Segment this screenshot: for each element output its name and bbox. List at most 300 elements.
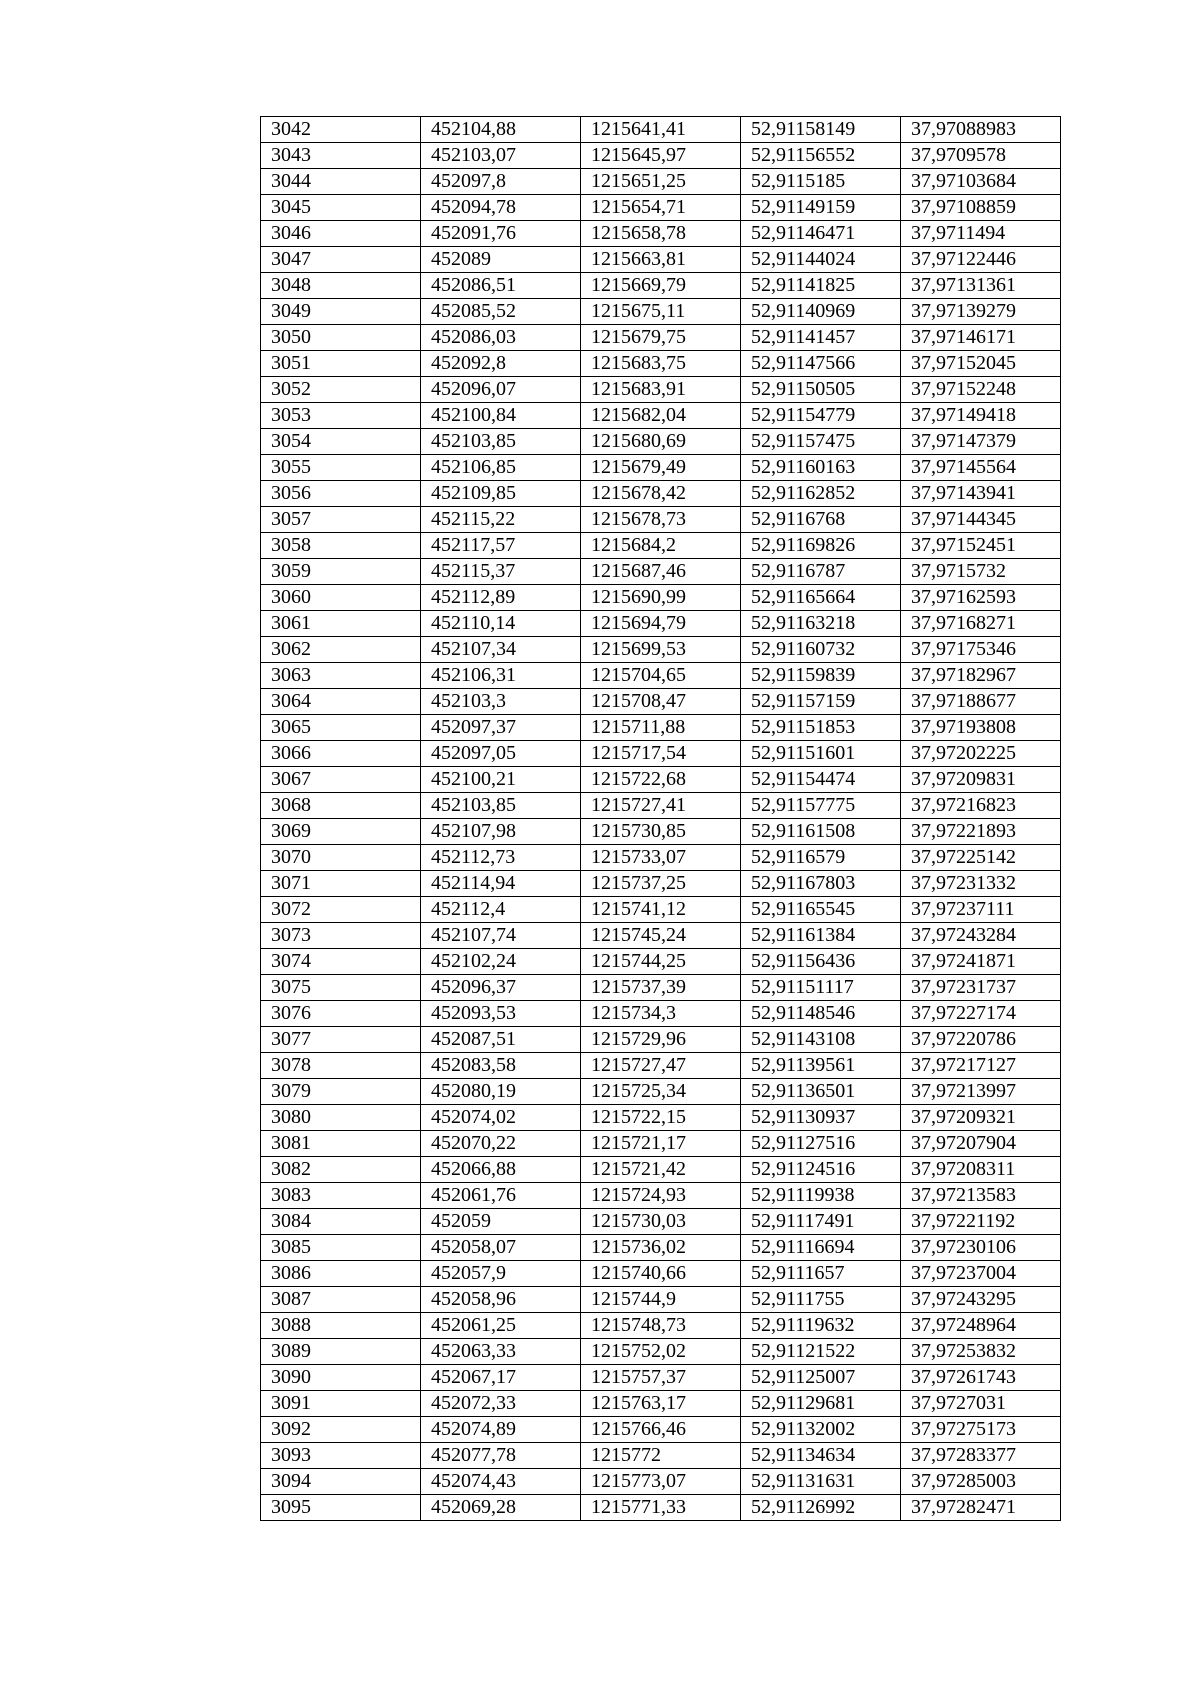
table-row: [261, 1365, 1061, 1391]
table-row: [261, 1391, 1061, 1417]
point-number-cell: 3067: [261, 767, 421, 793]
x-coordinate-cell: 452100,21: [421, 767, 581, 793]
x-coordinate-cell: 452106,31: [421, 663, 581, 689]
longitude-cell: 37,97237004: [901, 1261, 1061, 1287]
latitude-cell: 52,91134634: [741, 1443, 901, 1469]
x-coordinate-cell: 452109,85: [421, 481, 581, 507]
longitude-cell: 37,97221893: [901, 819, 1061, 845]
longitude-cell: 37,97220786: [901, 1027, 1061, 1053]
x-coordinate-cell: 452087,51: [421, 1027, 581, 1053]
x-coordinate-cell: 452112,89: [421, 585, 581, 611]
y-coordinate-cell: 1215730,03: [581, 1209, 741, 1235]
longitude-cell: 37,97188677: [901, 689, 1061, 715]
longitude-cell: 37,9709578: [901, 143, 1061, 169]
point-number-cell: 3087: [261, 1287, 421, 1313]
latitude-cell: 52,91146471: [741, 221, 901, 247]
latitude-cell: 52,91157159: [741, 689, 901, 715]
point-number-cell: 3047: [261, 247, 421, 273]
longitude-cell: 37,97241871: [901, 949, 1061, 975]
point-number-cell: 3065: [261, 715, 421, 741]
table-row: [261, 1417, 1061, 1443]
table-row: [261, 169, 1061, 195]
x-coordinate-cell: 452066,88: [421, 1157, 581, 1183]
longitude-cell: 37,97225142: [901, 845, 1061, 871]
point-number-cell: 3084: [261, 1209, 421, 1235]
point-number-cell: 3070: [261, 845, 421, 871]
latitude-cell: 52,91144024: [741, 247, 901, 273]
table-row: [261, 1131, 1061, 1157]
latitude-cell: 52,9116768: [741, 507, 901, 533]
latitude-cell: 52,91130937: [741, 1105, 901, 1131]
longitude-cell: 37,97208311: [901, 1157, 1061, 1183]
point-number-cell: 3066: [261, 741, 421, 767]
longitude-cell: 37,97282471: [901, 1495, 1061, 1521]
y-coordinate-cell: 1215690,99: [581, 585, 741, 611]
table-row: [261, 975, 1061, 1001]
point-number-cell: 3046: [261, 221, 421, 247]
x-coordinate-cell: 452117,57: [421, 533, 581, 559]
x-coordinate-cell: 452110,14: [421, 611, 581, 637]
x-coordinate-cell: 452102,24: [421, 949, 581, 975]
x-coordinate-cell: 452063,33: [421, 1339, 581, 1365]
latitude-cell: 52,91165545: [741, 897, 901, 923]
x-coordinate-cell: 452061,25: [421, 1313, 581, 1339]
x-coordinate-cell: 452080,19: [421, 1079, 581, 1105]
y-coordinate-cell: 1215745,24: [581, 923, 741, 949]
longitude-cell: 37,97152045: [901, 351, 1061, 377]
x-coordinate-cell: 452104,88: [421, 117, 581, 143]
latitude-cell: 52,91163218: [741, 611, 901, 637]
y-coordinate-cell: 1215737,25: [581, 871, 741, 897]
y-coordinate-cell: 1215708,47: [581, 689, 741, 715]
y-coordinate-cell: 1215675,11: [581, 299, 741, 325]
x-coordinate-cell: 452091,76: [421, 221, 581, 247]
y-coordinate-cell: 1215678,73: [581, 507, 741, 533]
point-number-cell: 3076: [261, 1001, 421, 1027]
point-number-cell: 3043: [261, 143, 421, 169]
longitude-cell: 37,97145564: [901, 455, 1061, 481]
y-coordinate-cell: 1215641,41: [581, 117, 741, 143]
y-coordinate-cell: 1215730,85: [581, 819, 741, 845]
point-number-cell: 3059: [261, 559, 421, 585]
longitude-cell: 37,97231737: [901, 975, 1061, 1001]
table-row: [261, 1339, 1061, 1365]
y-coordinate-cell: 1215654,71: [581, 195, 741, 221]
latitude-cell: 52,9116787: [741, 559, 901, 585]
point-number-cell: 3063: [261, 663, 421, 689]
x-coordinate-cell: 452103,07: [421, 143, 581, 169]
latitude-cell: 52,91131631: [741, 1469, 901, 1495]
x-coordinate-cell: 452103,3: [421, 689, 581, 715]
x-coordinate-cell: 452077,78: [421, 1443, 581, 1469]
x-coordinate-cell: 452069,28: [421, 1495, 581, 1521]
y-coordinate-cell: 1215679,49: [581, 455, 741, 481]
y-coordinate-cell: 1215727,47: [581, 1053, 741, 1079]
coordinates-table: [260, 116, 1061, 1521]
y-coordinate-cell: 1215658,78: [581, 221, 741, 247]
longitude-cell: 37,97182967: [901, 663, 1061, 689]
table-row: [261, 1079, 1061, 1105]
y-coordinate-cell: 1215727,41: [581, 793, 741, 819]
table-row: [261, 1157, 1061, 1183]
longitude-cell: 37,97285003: [901, 1469, 1061, 1495]
latitude-cell: 52,91119632: [741, 1313, 901, 1339]
table-row: [261, 897, 1061, 923]
table-row: [261, 1313, 1061, 1339]
point-number-cell: 3051: [261, 351, 421, 377]
x-coordinate-cell: 452096,07: [421, 377, 581, 403]
x-coordinate-cell: 452103,85: [421, 793, 581, 819]
table-row: [261, 1469, 1061, 1495]
longitude-cell: 37,97217127: [901, 1053, 1061, 1079]
longitude-cell: 37,97149418: [901, 403, 1061, 429]
table-row: [261, 299, 1061, 325]
latitude-cell: 52,91154474: [741, 767, 901, 793]
y-coordinate-cell: 1215748,73: [581, 1313, 741, 1339]
y-coordinate-cell: 1215744,9: [581, 1287, 741, 1313]
latitude-cell: 52,91154779: [741, 403, 901, 429]
table-row: [261, 637, 1061, 663]
table-row: [261, 871, 1061, 897]
y-coordinate-cell: 1215683,91: [581, 377, 741, 403]
latitude-cell: 52,91157475: [741, 429, 901, 455]
latitude-cell: 52,91126992: [741, 1495, 901, 1521]
latitude-cell: 52,91119938: [741, 1183, 901, 1209]
x-coordinate-cell: 452096,37: [421, 975, 581, 1001]
latitude-cell: 52,9111657: [741, 1261, 901, 1287]
table-row: [261, 793, 1061, 819]
y-coordinate-cell: 1215744,25: [581, 949, 741, 975]
point-number-cell: 3080: [261, 1105, 421, 1131]
point-number-cell: 3069: [261, 819, 421, 845]
point-number-cell: 3048: [261, 273, 421, 299]
point-number-cell: 3068: [261, 793, 421, 819]
y-coordinate-cell: 1215687,46: [581, 559, 741, 585]
table-row: [261, 923, 1061, 949]
latitude-cell: 52,91151601: [741, 741, 901, 767]
longitude-cell: 37,97143941: [901, 481, 1061, 507]
longitude-cell: 37,97231332: [901, 871, 1061, 897]
x-coordinate-cell: 452115,22: [421, 507, 581, 533]
point-number-cell: 3078: [261, 1053, 421, 1079]
x-coordinate-cell: 452072,33: [421, 1391, 581, 1417]
x-coordinate-cell: 452086,51: [421, 273, 581, 299]
latitude-cell: 52,91141825: [741, 273, 901, 299]
longitude-cell: 37,97209321: [901, 1105, 1061, 1131]
x-coordinate-cell: 452067,17: [421, 1365, 581, 1391]
point-number-cell: 3093: [261, 1443, 421, 1469]
y-coordinate-cell: 1215721,42: [581, 1157, 741, 1183]
longitude-cell: 37,97213583: [901, 1183, 1061, 1209]
coordinates-table-body: [261, 117, 1061, 1521]
point-number-cell: 3064: [261, 689, 421, 715]
latitude-cell: 52,91136501: [741, 1079, 901, 1105]
longitude-cell: 37,97162593: [901, 585, 1061, 611]
x-coordinate-cell: 452074,89: [421, 1417, 581, 1443]
table-row: [261, 1209, 1061, 1235]
latitude-cell: 52,91160732: [741, 637, 901, 663]
latitude-cell: 52,91117491: [741, 1209, 901, 1235]
y-coordinate-cell: 1215763,17: [581, 1391, 741, 1417]
longitude-cell: 37,97207904: [901, 1131, 1061, 1157]
longitude-cell: 37,97147379: [901, 429, 1061, 455]
longitude-cell: 37,97168271: [901, 611, 1061, 637]
point-number-cell: 3077: [261, 1027, 421, 1053]
y-coordinate-cell: 1215684,2: [581, 533, 741, 559]
y-coordinate-cell: 1215680,69: [581, 429, 741, 455]
point-number-cell: 3049: [261, 299, 421, 325]
y-coordinate-cell: 1215651,25: [581, 169, 741, 195]
latitude-cell: 52,91169826: [741, 533, 901, 559]
longitude-cell: 37,97122446: [901, 247, 1061, 273]
table-row: [261, 559, 1061, 585]
y-coordinate-cell: 1215752,02: [581, 1339, 741, 1365]
table-row: [261, 949, 1061, 975]
y-coordinate-cell: 1215740,66: [581, 1261, 741, 1287]
longitude-cell: 37,97243295: [901, 1287, 1061, 1313]
table-row: [261, 1235, 1061, 1261]
latitude-cell: 52,91125007: [741, 1365, 901, 1391]
longitude-cell: 37,97216823: [901, 793, 1061, 819]
latitude-cell: 52,91124516: [741, 1157, 901, 1183]
longitude-cell: 37,97283377: [901, 1443, 1061, 1469]
point-number-cell: 3072: [261, 897, 421, 923]
point-number-cell: 3060: [261, 585, 421, 611]
latitude-cell: 52,91148546: [741, 1001, 901, 1027]
latitude-cell: 52,91116694: [741, 1235, 901, 1261]
latitude-cell: 52,91151853: [741, 715, 901, 741]
x-coordinate-cell: 452107,98: [421, 819, 581, 845]
table-row: [261, 351, 1061, 377]
latitude-cell: 52,91167803: [741, 871, 901, 897]
point-number-cell: 3050: [261, 325, 421, 351]
x-coordinate-cell: 452106,85: [421, 455, 581, 481]
longitude-cell: 37,97152451: [901, 533, 1061, 559]
longitude-cell: 37,97253832: [901, 1339, 1061, 1365]
point-number-cell: 3094: [261, 1469, 421, 1495]
x-coordinate-cell: 452107,34: [421, 637, 581, 663]
table-row: [261, 117, 1061, 143]
latitude-cell: 52,91139561: [741, 1053, 901, 1079]
point-number-cell: 3053: [261, 403, 421, 429]
point-number-cell: 3074: [261, 949, 421, 975]
point-number-cell: 3056: [261, 481, 421, 507]
longitude-cell: 37,97248964: [901, 1313, 1061, 1339]
y-coordinate-cell: 1215725,34: [581, 1079, 741, 1105]
y-coordinate-cell: 1215736,02: [581, 1235, 741, 1261]
point-number-cell: 3073: [261, 923, 421, 949]
longitude-cell: 37,97144345: [901, 507, 1061, 533]
longitude-cell: 37,97139279: [901, 299, 1061, 325]
longitude-cell: 37,97213997: [901, 1079, 1061, 1105]
latitude-cell: 52,91158149: [741, 117, 901, 143]
point-number-cell: 3075: [261, 975, 421, 1001]
x-coordinate-cell: 452115,37: [421, 559, 581, 585]
latitude-cell: 52,91161508: [741, 819, 901, 845]
longitude-cell: 37,9711494: [901, 221, 1061, 247]
y-coordinate-cell: 1215711,88: [581, 715, 741, 741]
point-number-cell: 3054: [261, 429, 421, 455]
latitude-cell: 52,91147566: [741, 351, 901, 377]
y-coordinate-cell: 1215717,54: [581, 741, 741, 767]
y-coordinate-cell: 1215721,17: [581, 1131, 741, 1157]
y-coordinate-cell: 1215724,93: [581, 1183, 741, 1209]
table-row: [261, 741, 1061, 767]
point-number-cell: 3055: [261, 455, 421, 481]
table-row: [261, 1027, 1061, 1053]
x-coordinate-cell: 452089: [421, 247, 581, 273]
table-row: [261, 507, 1061, 533]
point-number-cell: 3057: [261, 507, 421, 533]
point-number-cell: 3061: [261, 611, 421, 637]
latitude-cell: 52,91165664: [741, 585, 901, 611]
y-coordinate-cell: 1215722,68: [581, 767, 741, 793]
point-number-cell: 3058: [261, 533, 421, 559]
x-coordinate-cell: 452103,85: [421, 429, 581, 455]
x-coordinate-cell: 452059: [421, 1209, 581, 1235]
longitude-cell: 37,97227174: [901, 1001, 1061, 1027]
x-coordinate-cell: 452074,02: [421, 1105, 581, 1131]
latitude-cell: 52,91141457: [741, 325, 901, 351]
longitude-cell: 37,9715732: [901, 559, 1061, 585]
point-number-cell: 3071: [261, 871, 421, 897]
latitude-cell: 52,91140969: [741, 299, 901, 325]
x-coordinate-cell: 452092,8: [421, 351, 581, 377]
point-number-cell: 3052: [261, 377, 421, 403]
point-number-cell: 3079: [261, 1079, 421, 1105]
point-number-cell: 3044: [261, 169, 421, 195]
latitude-cell: 52,91160163: [741, 455, 901, 481]
y-coordinate-cell: 1215722,15: [581, 1105, 741, 1131]
table-row: [261, 325, 1061, 351]
table-row: [261, 1053, 1061, 1079]
y-coordinate-cell: 1215645,97: [581, 143, 741, 169]
y-coordinate-cell: 1215773,07: [581, 1469, 741, 1495]
x-coordinate-cell: 452070,22: [421, 1131, 581, 1157]
latitude-cell: 52,91161384: [741, 923, 901, 949]
y-coordinate-cell: 1215734,3: [581, 1001, 741, 1027]
point-number-cell: 3082: [261, 1157, 421, 1183]
x-coordinate-cell: 452061,76: [421, 1183, 581, 1209]
table-row: [261, 1495, 1061, 1521]
latitude-cell: 52,9116579: [741, 845, 901, 871]
table-row: [261, 1105, 1061, 1131]
y-coordinate-cell: 1215694,79: [581, 611, 741, 637]
y-coordinate-cell: 1215772: [581, 1443, 741, 1469]
point-number-cell: 3089: [261, 1339, 421, 1365]
latitude-cell: 52,91121522: [741, 1339, 901, 1365]
latitude-cell: 52,91129681: [741, 1391, 901, 1417]
y-coordinate-cell: 1215704,65: [581, 663, 741, 689]
x-coordinate-cell: 452100,84: [421, 403, 581, 429]
y-coordinate-cell: 1215729,96: [581, 1027, 741, 1053]
point-number-cell: 3081: [261, 1131, 421, 1157]
y-coordinate-cell: 1215757,37: [581, 1365, 741, 1391]
table-row: [261, 767, 1061, 793]
y-coordinate-cell: 1215699,53: [581, 637, 741, 663]
x-coordinate-cell: 452097,37: [421, 715, 581, 741]
latitude-cell: 52,9115185: [741, 169, 901, 195]
x-coordinate-cell: 452094,78: [421, 195, 581, 221]
longitude-cell: 37,97275173: [901, 1417, 1061, 1443]
point-number-cell: 3088: [261, 1313, 421, 1339]
x-coordinate-cell: 452057,9: [421, 1261, 581, 1287]
y-coordinate-cell: 1215766,46: [581, 1417, 741, 1443]
y-coordinate-cell: 1215682,04: [581, 403, 741, 429]
latitude-cell: 52,9111755: [741, 1287, 901, 1313]
y-coordinate-cell: 1215678,42: [581, 481, 741, 507]
table-row: [261, 221, 1061, 247]
x-coordinate-cell: 452058,07: [421, 1235, 581, 1261]
y-coordinate-cell: 1215663,81: [581, 247, 741, 273]
latitude-cell: 52,91156552: [741, 143, 901, 169]
point-number-cell: 3085: [261, 1235, 421, 1261]
x-coordinate-cell: 452097,8: [421, 169, 581, 195]
longitude-cell: 37,97202225: [901, 741, 1061, 767]
table-row: [261, 1001, 1061, 1027]
latitude-cell: 52,91162852: [741, 481, 901, 507]
point-number-cell: 3092: [261, 1417, 421, 1443]
longitude-cell: 37,97131361: [901, 273, 1061, 299]
latitude-cell: 52,91149159: [741, 195, 901, 221]
table-row: [261, 429, 1061, 455]
longitude-cell: 37,97103684: [901, 169, 1061, 195]
longitude-cell: 37,97175346: [901, 637, 1061, 663]
longitude-cell: 37,9727031: [901, 1391, 1061, 1417]
y-coordinate-cell: 1215771,33: [581, 1495, 741, 1521]
point-number-cell: 3090: [261, 1365, 421, 1391]
table-row: [261, 1261, 1061, 1287]
longitude-cell: 37,97088983: [901, 117, 1061, 143]
table-row: [261, 481, 1061, 507]
table-row: [261, 1287, 1061, 1313]
longitude-cell: 37,97209831: [901, 767, 1061, 793]
longitude-cell: 37,97243284: [901, 923, 1061, 949]
x-coordinate-cell: 452112,4: [421, 897, 581, 923]
point-number-cell: 3083: [261, 1183, 421, 1209]
x-coordinate-cell: 452107,74: [421, 923, 581, 949]
y-coordinate-cell: 1215733,07: [581, 845, 741, 871]
longitude-cell: 37,97152248: [901, 377, 1061, 403]
x-coordinate-cell: 452114,94: [421, 871, 581, 897]
y-coordinate-cell: 1215737,39: [581, 975, 741, 1001]
x-coordinate-cell: 452074,43: [421, 1469, 581, 1495]
table-row: [261, 143, 1061, 169]
longitude-cell: 37,97261743: [901, 1365, 1061, 1391]
point-number-cell: 3062: [261, 637, 421, 663]
x-coordinate-cell: 452097,05: [421, 741, 581, 767]
x-coordinate-cell: 452086,03: [421, 325, 581, 351]
point-number-cell: 3095: [261, 1495, 421, 1521]
longitude-cell: 37,97108859: [901, 195, 1061, 221]
x-coordinate-cell: 452085,52: [421, 299, 581, 325]
table-row: [261, 377, 1061, 403]
y-coordinate-cell: 1215683,75: [581, 351, 741, 377]
point-number-cell: 3045: [261, 195, 421, 221]
y-coordinate-cell: 1215679,75: [581, 325, 741, 351]
latitude-cell: 52,91143108: [741, 1027, 901, 1053]
latitude-cell: 52,91150505: [741, 377, 901, 403]
longitude-cell: 37,97230106: [901, 1235, 1061, 1261]
table-row: [261, 845, 1061, 871]
latitude-cell: 52,91127516: [741, 1131, 901, 1157]
table-row: [261, 819, 1061, 845]
table-row: [261, 689, 1061, 715]
longitude-cell: 37,97193808: [901, 715, 1061, 741]
latitude-cell: 52,91157775: [741, 793, 901, 819]
table-row: [261, 455, 1061, 481]
table-row: [261, 195, 1061, 221]
